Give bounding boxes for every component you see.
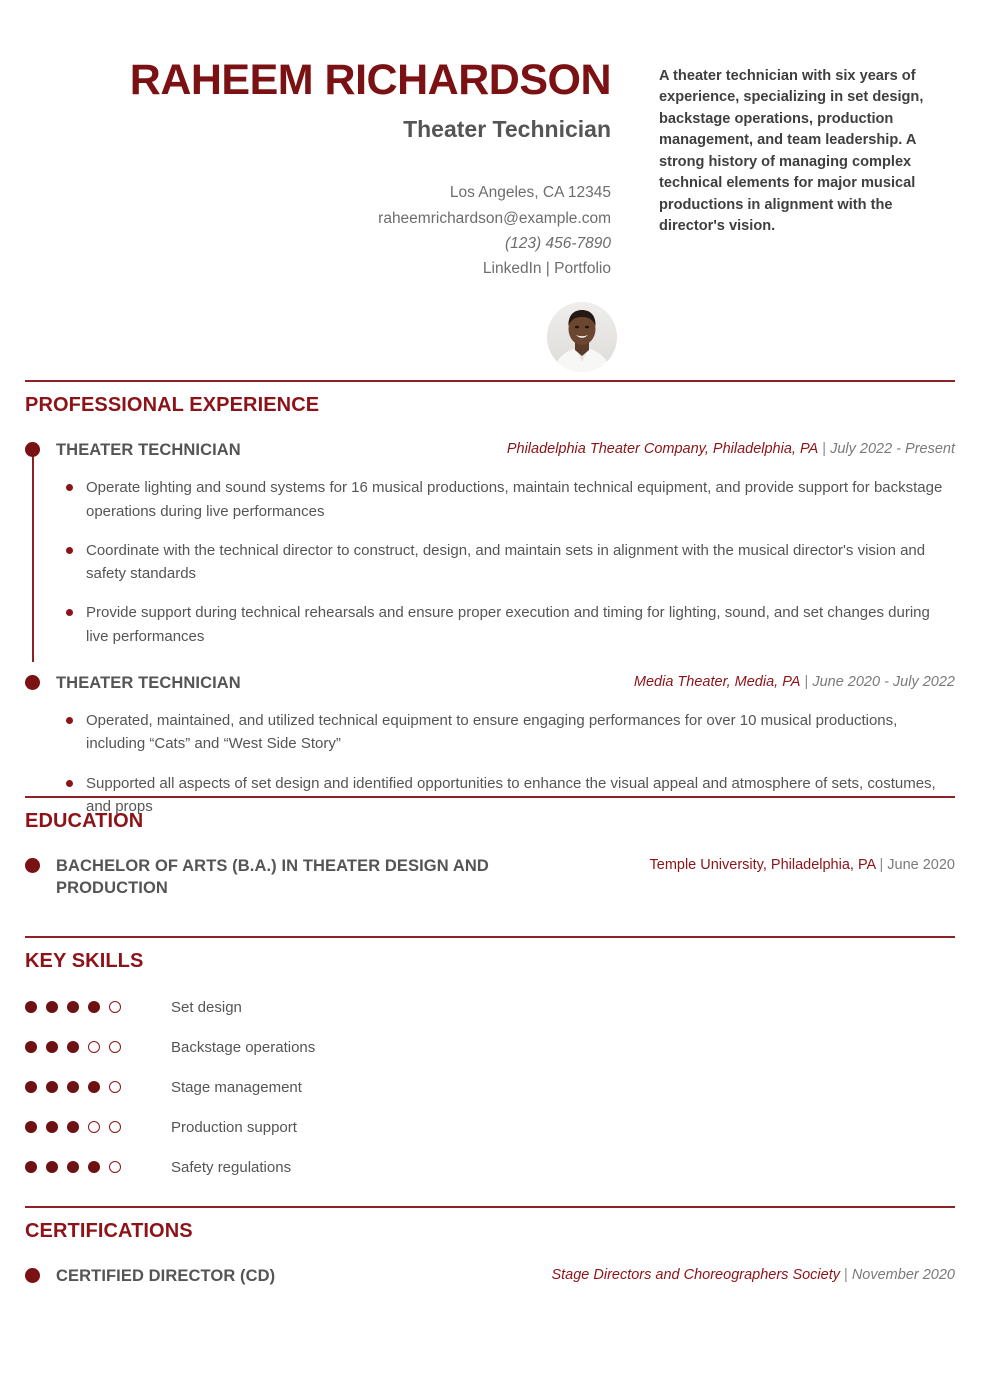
experience-entry-meta <box>507 439 955 457</box>
timeline-marker-icon <box>25 442 40 457</box>
experience-entry <box>25 439 955 648</box>
rating-dot-filled <box>46 1001 58 1013</box>
timeline-marker-icon <box>25 675 40 690</box>
skill-label: Safety regulations <box>171 1158 292 1176</box>
experience-bullet-list <box>25 476 955 648</box>
education-entry-header <box>25 855 955 900</box>
job-title: Theater Technician <box>403 116 611 143</box>
rating-dot-filled <box>46 1041 58 1053</box>
rating-dot-filled <box>88 1081 100 1093</box>
list-item: Operated, maintained, and utilized technical equipment to ensure engaging performances for over 10 musical productions, including “Cats” and “West Side Story” <box>56 709 955 756</box>
rating-dot-empty <box>88 1121 100 1133</box>
list-item: Provide support during technical rehearsals and ensure proper execution and timing for lighting, sound, and set changes during live performances <box>56 601 955 648</box>
experience-bullet-list <box>25 709 955 818</box>
certification-entry-meta <box>551 1265 955 1283</box>
rating-dot-filled <box>25 1041 37 1053</box>
skill-rating-dots <box>25 1121 143 1133</box>
skill-rating-dots <box>25 1001 143 1013</box>
meta-separator: | <box>800 673 813 690</box>
certification-issuer: Stage Directors and Choreographers Society <box>551 1267 840 1283</box>
experience-date: July 2022 - Present <box>830 441 955 457</box>
experience-date: June 2020 - July 2022 <box>812 673 955 690</box>
skill-label: Set design <box>171 998 242 1016</box>
skill-row <box>25 987 955 1027</box>
section-title-certifications: CERTIFICATIONS <box>25 1220 193 1242</box>
experience-entry-meta <box>634 672 955 690</box>
professional-summary: A theater technician with six years of experience, specializing in set design, backstage operations, production management, and team leadership. A strong history of managing complex technical elements for major musical productions in alignment with the director's vision. <box>659 68 924 235</box>
list-item: Operate lighting and sound systems for 16 musical productions, maintain technical equipment, and provide support for backstage operations during live performances <box>56 476 955 523</box>
header-identity-block <box>0 58 611 281</box>
contact-block <box>0 180 611 280</box>
rating-dot-empty <box>109 1081 121 1093</box>
section-title-skills: KEY SKILLS <box>25 950 144 972</box>
skill-rating-dots <box>25 1081 143 1093</box>
skill-label: Production support <box>171 1118 297 1136</box>
divider-experience <box>25 380 955 382</box>
headshot-photo-icon <box>547 302 617 372</box>
rating-dot-filled <box>46 1121 58 1133</box>
experience-entry-header <box>25 672 955 694</box>
rating-dot-filled <box>88 1161 100 1173</box>
contact-location: Los Angeles, CA 12345 <box>449 184 611 202</box>
meta-separator: | <box>840 1267 852 1283</box>
rating-dot-filled <box>25 1081 37 1093</box>
section-title-education: EDUCATION <box>25 810 144 832</box>
divider-education <box>25 796 955 798</box>
rating-dot-filled <box>46 1161 58 1173</box>
list-item: Coordinate with the technical director to construct, design, and maintain sets in alignment with the musical director's vision and safety standards <box>56 539 955 586</box>
skill-row <box>25 1147 955 1187</box>
certification-entry <box>25 1265 955 1287</box>
timeline-marker-icon <box>25 858 40 873</box>
timeline-marker-icon <box>25 1268 40 1283</box>
contact-links[interactable]: LinkedIn | Portfolio <box>482 259 611 277</box>
experience-job-title: THEATER TECHNICIAN <box>56 441 241 459</box>
rating-dot-empty <box>109 1161 121 1173</box>
education-date: June 2020 <box>887 857 955 873</box>
contact-email[interactable]: raheemrichardson@example.com <box>378 209 611 227</box>
rating-dot-filled <box>25 1001 37 1013</box>
rating-dot-filled <box>67 1081 79 1093</box>
rating-dot-empty <box>109 1041 121 1053</box>
skill-label: Backstage operations <box>171 1038 316 1056</box>
experience-company: Philadelphia Theater Company, Philadelphia, PA <box>506 441 819 457</box>
education-entry <box>25 855 955 900</box>
education-degree: BACHELOR OF ARTS (B.A.) IN THEATER DESIGN AND PRODUCTION <box>56 857 489 898</box>
divider-skills <box>25 936 955 938</box>
rating-dot-filled <box>67 1121 79 1133</box>
section-skills <box>25 950 955 1187</box>
section-experience <box>25 394 955 818</box>
rating-dot-filled <box>25 1121 37 1133</box>
section-title-experience: PROFESSIONAL EXPERIENCE <box>25 394 320 416</box>
skill-row <box>25 1027 955 1067</box>
certification-entry-header <box>25 1265 955 1287</box>
experience-entry-header <box>25 439 955 461</box>
meta-separator: | <box>818 441 831 457</box>
skill-row <box>25 1107 955 1147</box>
rating-dot-filled <box>67 1041 79 1053</box>
page-title: RAHEEM RICHARDSON <box>129 56 611 104</box>
certification-date: November 2020 <box>851 1267 955 1283</box>
skill-rating-dots <box>25 1041 143 1053</box>
rating-dot-empty <box>88 1041 100 1053</box>
section-education <box>25 810 955 900</box>
rating-dot-filled <box>67 1001 79 1013</box>
skill-label: Stage management <box>171 1078 302 1096</box>
rating-dot-filled <box>25 1161 37 1173</box>
rating-dot-filled <box>67 1161 79 1173</box>
experience-company: Media Theater, Media, PA <box>633 673 801 690</box>
avatar <box>547 302 617 372</box>
list-item: Supported all aspects of set design and identified opportunities to enhance the visual appeal and atmosphere of sets, costumes, and props <box>56 772 955 819</box>
certification-title: CERTIFIED DIRECTOR (CD) <box>56 1267 276 1285</box>
rating-dot-empty <box>109 1121 121 1133</box>
rating-dot-filled <box>88 1001 100 1013</box>
education-school: Temple University, Philadelphia, PA <box>649 857 876 873</box>
rating-dot-filled <box>46 1081 58 1093</box>
experience-job-title: THEATER TECHNICIAN <box>56 673 241 692</box>
rating-dot-empty <box>109 1001 121 1013</box>
education-entry-meta <box>650 855 956 873</box>
divider-certifications <box>25 1206 955 1208</box>
skill-rating-dots <box>25 1161 143 1173</box>
meta-separator: | <box>875 857 888 873</box>
section-certifications <box>25 1220 955 1287</box>
contact-phone[interactable]: (123) 456-7890 <box>505 234 611 252</box>
skill-row <box>25 1067 955 1107</box>
